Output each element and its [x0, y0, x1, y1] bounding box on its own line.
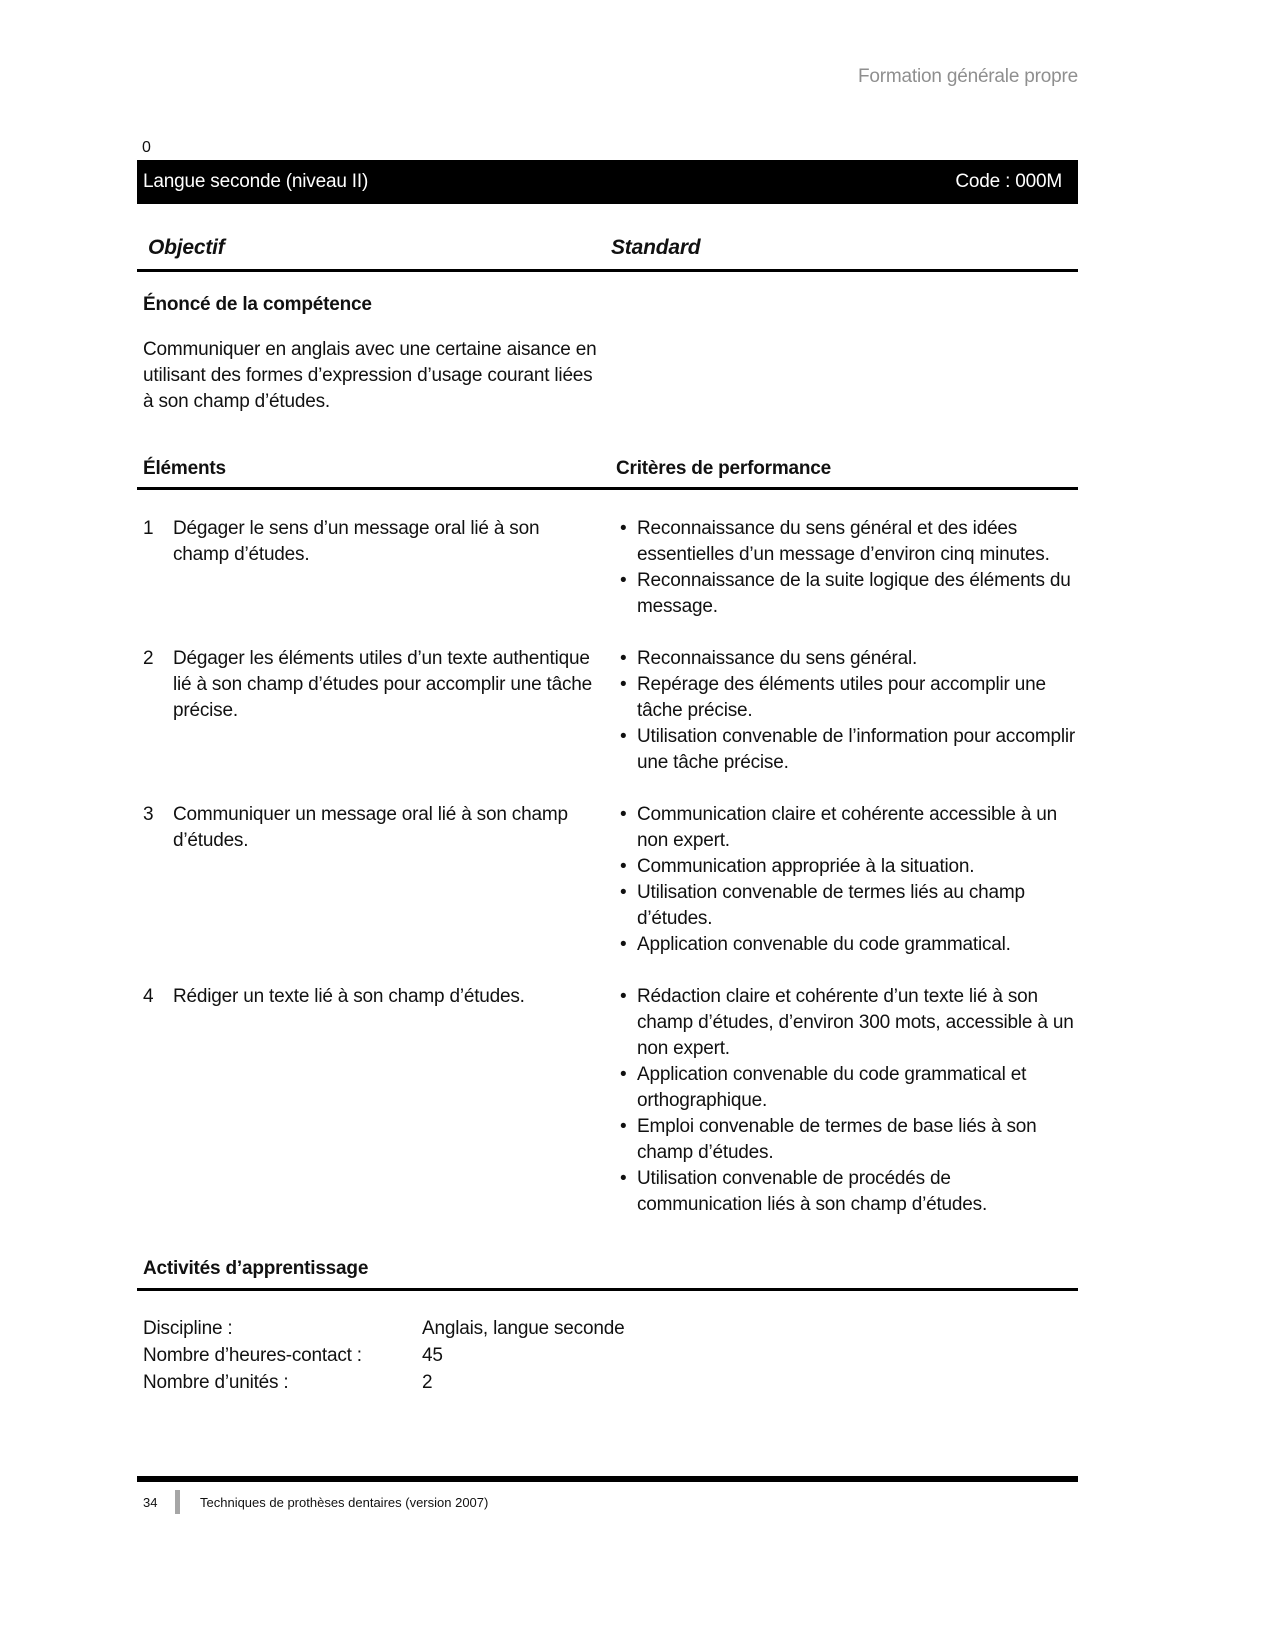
elements-heading: Éléments — [143, 458, 226, 479]
element-text: Communiquer un message oral lié à son champ d’études. — [173, 804, 568, 851]
page-content — [137, 0, 1078, 1396]
criterion-item: • Emploi convenable de termes de base liés à son champ d’études. — [616, 1114, 1078, 1166]
criterion-item: • Utilisation convenable de procédés de communication liés à son champ d’études. — [616, 1166, 1078, 1218]
element-cell — [137, 516, 616, 620]
activity-field — [137, 1342, 1078, 1369]
criterion-item: • Reconnaissance du sens général et des idées essentielles d’un message d’environ cinq minutes. — [616, 516, 1078, 568]
activity-field-value: 2 — [422, 1372, 433, 1393]
footer-page-number: 34 — [143, 1494, 158, 1510]
competence-body: Communiquer en anglais avec une certaine aisance en utilisant des formes d’expression d’usage courant liées à son champ d’études. — [143, 339, 597, 412]
element-text: Dégager les éléments utiles d’un texte authentique lié à son champ d’études pour accomplir une tâche précise. — [173, 648, 593, 721]
criterion-item: • Repérage des éléments utiles pour accomplir une tâche précise. — [616, 672, 1078, 724]
element-cell — [137, 984, 616, 1218]
activity-field-value: 45 — [422, 1345, 443, 1366]
criterion-item: • Application convenable du code grammatical et orthographique. — [616, 1062, 1078, 1114]
criteria-list — [616, 516, 1078, 620]
criterion-item: • Utilisation convenable de l’information pour accomplir une tâche précise. — [616, 724, 1078, 776]
table-row — [137, 516, 1078, 620]
footer-document-title: Techniques de prothèses dentaires (version 2007) — [200, 1494, 489, 1510]
criteria-list — [616, 646, 1078, 776]
page-footer — [137, 1490, 1078, 1514]
activity-field — [137, 1315, 1078, 1342]
activity-field-label: Nombre d’heures-contact : — [143, 1345, 362, 1366]
element-number: 4 — [143, 986, 154, 1007]
element-number: 2 — [143, 648, 154, 669]
element-number: 1 — [143, 518, 154, 539]
element-text: Dégager le sens d’un message oral lié à son champ d’études. — [173, 518, 540, 565]
element-text: Rédiger un texte lié à son champ d’études. — [173, 986, 525, 1007]
running-header: Formation générale propre — [858, 66, 1078, 87]
activity-field-label: Discipline : — [143, 1318, 233, 1339]
criterion-item: • Rédaction claire et cohérente d’un texte lié à son champ d’études, d’environ 300 mots, accessible à un non expert. — [616, 984, 1078, 1062]
criteria-cell — [616, 516, 1078, 620]
table-row — [137, 984, 1078, 1218]
competence-heading: Énoncé de la compétence — [143, 294, 372, 315]
criteria-cell — [616, 802, 1078, 958]
activity-field-label: Nombre d’unités : — [143, 1372, 289, 1393]
criterion-item: • Utilisation convenable de termes liés au champ d’études. — [616, 880, 1078, 932]
activity-field-value: Anglais, langue seconde — [422, 1318, 625, 1339]
footer-rule — [137, 1476, 1078, 1482]
footer-divider-bar — [175, 1490, 180, 1514]
activity-fields — [137, 1315, 1078, 1396]
criterion-item: • Reconnaissance du sens général. — [616, 646, 1078, 672]
criterion-item: • Reconnaissance de la suite logique des éléments du message. — [616, 568, 1078, 620]
criteria-cell — [616, 984, 1078, 1218]
element-cell — [137, 646, 616, 776]
table-row — [137, 802, 1078, 958]
criterion-item: • Application convenable du code grammatical. — [616, 932, 1078, 958]
objectif-standard-header — [137, 236, 1078, 272]
course-title-bar — [137, 160, 1078, 204]
course-code: Code : 000M — [955, 171, 1062, 192]
elements-criteria-header — [137, 458, 1078, 490]
elements-rows — [137, 516, 1078, 1218]
page-marker: 0 — [142, 139, 151, 156]
criterion-item: • Communication appropriée à la situation. — [616, 854, 1078, 880]
criteria-list — [616, 984, 1078, 1218]
element-number: 3 — [143, 804, 154, 825]
course-title: Langue seconde (niveau II) — [143, 171, 369, 192]
element-cell — [137, 802, 616, 958]
activity-field — [137, 1369, 1078, 1396]
criteria-heading: Critères de performance — [616, 458, 832, 479]
criteria-cell — [616, 646, 1078, 776]
standard-heading: Standard — [611, 236, 701, 259]
objectif-heading: Objectif — [148, 236, 225, 259]
activities-heading: Activités d’apprentissage — [137, 1258, 1078, 1291]
table-row — [137, 646, 1078, 776]
criterion-item: • Communication claire et cohérente accessible à un non expert. — [616, 802, 1078, 854]
criteria-list — [616, 802, 1078, 958]
